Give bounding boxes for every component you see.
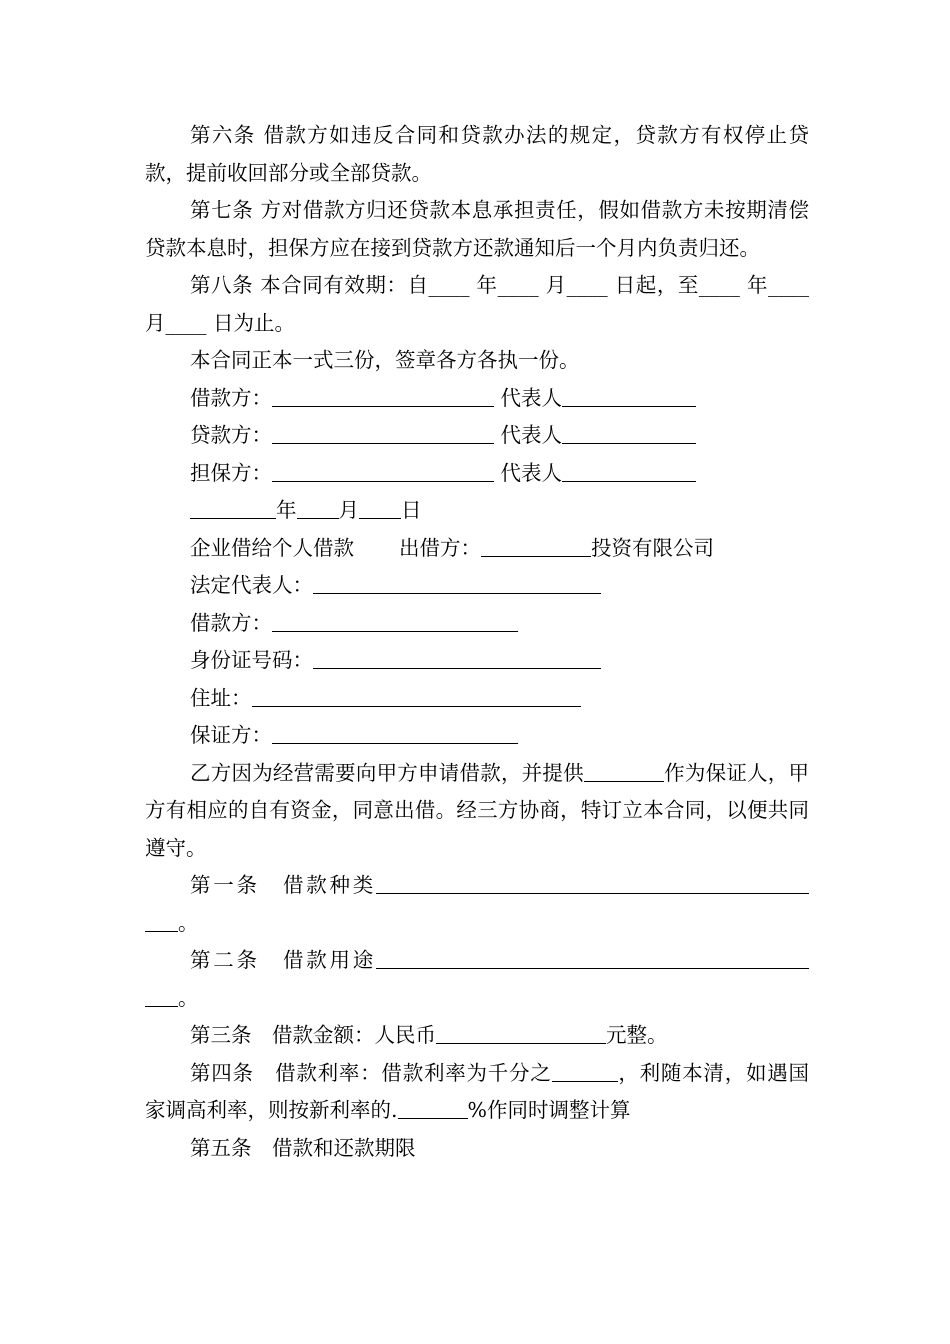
second-contract-header: 企业借给个人借款 出借方： 投资有限公司 bbox=[190, 535, 714, 560]
id-number-field: 身份证号码： bbox=[145, 642, 809, 680]
blank-line bbox=[145, 985, 178, 1007]
signature-guarantor: 担保方： 代表人 bbox=[145, 455, 809, 493]
address-field: 住址： bbox=[145, 680, 809, 718]
blank-line bbox=[313, 648, 601, 670]
blank-line bbox=[398, 1098, 468, 1120]
blank-line bbox=[272, 723, 518, 745]
blank-line bbox=[552, 1060, 618, 1082]
blank-line bbox=[145, 910, 178, 932]
blank-line bbox=[436, 1023, 606, 1045]
article-7: 第七条 方对借款方归还贷款本息承担责任，假如借款方未按期清偿贷款本息时，担保方应在接到贷款方还款通知后一个月内负责归还。 bbox=[145, 198, 809, 260]
article-8: 第八条 本合同有效期：自____ 年____ 月____ 日起，至____ 年____ 月____ 日为止。 bbox=[145, 273, 809, 335]
blank-line bbox=[376, 873, 809, 895]
intro-paragraph: 乙方因为经营需要向甲方申请借款，并提供 作为保证人，甲方有相应的自有资金，同意出借。经三方协商，特订立本合同，以便共同遵守。 bbox=[145, 760, 810, 860]
clause-4: 第四条 借款利率：借款利率为千分之 ，利随本清，如遇国家调高利率，则按新利率的. %作同时调整计算 bbox=[145, 1060, 810, 1122]
signature-lender: 贷款方： 代表人 bbox=[145, 417, 809, 455]
clause-3: 第三条 借款金额：人民币 元整。 bbox=[190, 1023, 668, 1047]
blank-line bbox=[272, 460, 494, 482]
blank-line bbox=[562, 385, 696, 407]
clause-1: 第一条 借款种类。 bbox=[145, 867, 809, 942]
blank-line bbox=[190, 498, 276, 520]
blank-line bbox=[272, 610, 518, 632]
guarantor-field: 保证方： bbox=[145, 717, 809, 755]
blank-line bbox=[584, 760, 664, 782]
blank-line bbox=[376, 948, 809, 970]
blank-line bbox=[359, 498, 401, 520]
borrower-field: 借款方： bbox=[145, 605, 809, 643]
blank-line bbox=[272, 423, 494, 445]
blank-line bbox=[562, 460, 696, 482]
clause-2: 第二条 借款用途。 bbox=[145, 942, 809, 1017]
clause-5: 第五条 借款和还款期限 bbox=[190, 1135, 416, 1160]
blank-line bbox=[297, 498, 339, 520]
blank-line bbox=[313, 573, 601, 595]
article-6: 第六条 借款方如违反合同和贷款办法的规定，贷款方有权停止贷款，提前收回部分或全部贷款。 bbox=[145, 123, 809, 185]
legal-rep-field: 法定代表人： bbox=[145, 567, 809, 605]
blank-line bbox=[252, 685, 581, 707]
signature-date: 年 月 日 bbox=[145, 492, 809, 530]
blank-line bbox=[272, 385, 494, 407]
blank-line bbox=[562, 423, 696, 445]
signature-borrower: 借款方： 代表人 bbox=[145, 380, 809, 418]
blank-line bbox=[481, 535, 591, 557]
document-body bbox=[145, 117, 809, 1167]
copies-note: 本合同正本一式三份，签章各方各执一份。 bbox=[190, 348, 580, 372]
